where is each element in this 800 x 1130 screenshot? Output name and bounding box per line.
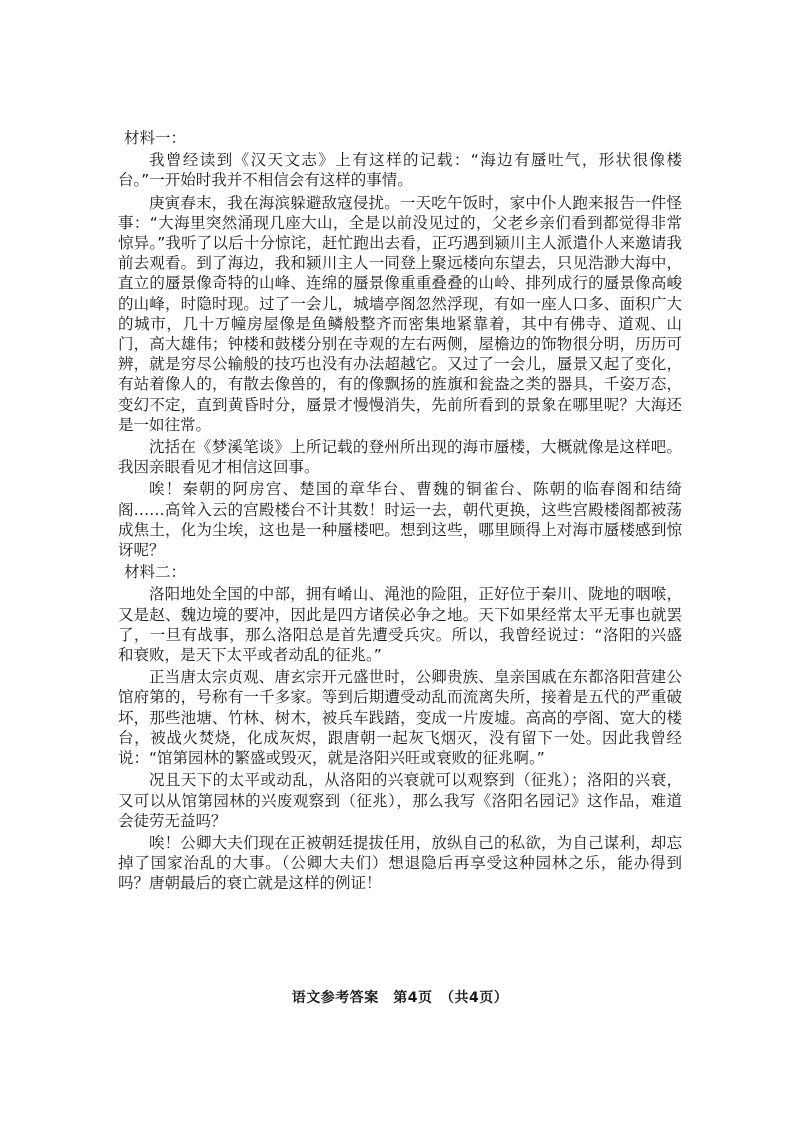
document-body: [118, 128, 682, 896]
section-heading: 材料一：: [124, 129, 187, 147]
paragraph: 正当唐太宗贞观、唐玄宗开元盛世时，公卿贵族、皇亲国戚在东都洛阳营建公馆府第的，号称有一千多家。等到后期遭受动乱而流离失所，接着是五代的严重破坏，那些池塘、竹林、树木，被兵车践踏，变成一片废墟。高高的亭阁、宽大的楼台，被战火焚烧，化成灰烬，跟唐朝一起灰飞烟灭，没有留下一处。因此我曾经说：“馆第园林的繁盛或毁灭，就是洛阳兴旺或衰败的征兆啊。”: [118, 668, 682, 768]
paragraph: 况且天下的太平或动乱，从洛阳的兴衰就可以观察到（征兆）；洛阳的兴衰，又可以从馆第园林的兴废观察到（征兆），那么我写《洛阳名园记》这作品，难道会徒劳无益吗？: [118, 771, 682, 830]
paragraph: 唉！秦朝的阿房宫、楚国的章华台、曹魏的铜雀台、陈朝的临春阁和结绮阁……高耸入云的宫殿楼台不计其数！时运一去，朝代更换，这些宫殿楼阁都被荡成焦土，化为尘埃，这也是一种蜃楼吧。想到这些，哪里顾得上对海市蜃楼感到惊讶呢？: [118, 480, 682, 560]
paragraph: 我曾经读到《汉天文志》上有这样的记载：“海边有蜃吐气，形状很像楼台。”一开始时我并不相信会有这样的事情。: [118, 151, 682, 190]
paragraph: 沈括在《梦溪笔谈》上所记载的登州所出现的海市蜃楼，大概就像是这样吧。我因亲眼看见才相信这回事。: [118, 438, 682, 477]
paragraph: 唉！公卿大夫们现在正被朝廷提拔任用，放纵自己的私欲，为自己谋利，却忘掉了国家治乱的大事。（公卿大夫们）想退隐后再享受这种园林之乐，能办得到吗？唐朝最后的衰亡就是这样的例证！: [118, 833, 682, 893]
section-heading: 材料二：: [124, 563, 187, 582]
paragraph: 洛阳地处全国的中部，拥有崤山、渑池的险阻，正好位于秦川、陇地的咽喉，又是赵、魏边境的要冲，因此是四方诸侯必争之地。天下如果经常太平无事也就罢了，一旦有战事，那么洛阳总是首先遭受兵灾。所以，我曾经说过：“洛阳的兴盛和衰败，是天下太平或者动乱的征兆。”: [118, 585, 682, 665]
section-material-1: [118, 128, 682, 560]
section-material-2: [118, 562, 682, 893]
paragraph: 庚寅春末，我在海滨躲避敌寇侵扰。一天吃午饭时，家中仆人跑来报告一件怪事：“大海里突然涌现几座大山，全是以前没见过的，父老乡亲们看到都觉得非常惊异。”我听了以后十分惊诧，赶忙跑出去看，正巧遇到颍川主人派遣仆人来邀请我前去观看。到了海边，我和颍川主人一同登上聚远楼向东望去，只见浩渺大海中，直立的蜃景像奇特的山峰、连绵的蜃景像重重叠叠的山岭、排列成行的蜃景像高峻的山峰，时隐时现。过了一会儿，城墙亭阁忽然浮现，有如一座人口多、面积广大的城市，几十万幢房屋像是鱼鳞般整齐而密集地紧靠着，其中有佛寺、道观、山门，高大雄伟；钟楼和鼓楼分别在寺观的左右两侧，屋檐边的饰物很分明，历历可辨，就是穷尽公输般的技巧也没有办法超越它。又过了一会儿，蜃景又起了变化，有站着像人的，有散去像兽的，有的像飘扬的旌旗和瓮盎之类的器具，千姿万态，变幻不定，直到黄昏时分，蜃景才慢慢消失，先前所看到的景象在哪里呢？大海还是一如往常。: [118, 193, 682, 434]
page-footer: 语文参考答案 第4页 （共4页）: [291, 990, 509, 1006]
